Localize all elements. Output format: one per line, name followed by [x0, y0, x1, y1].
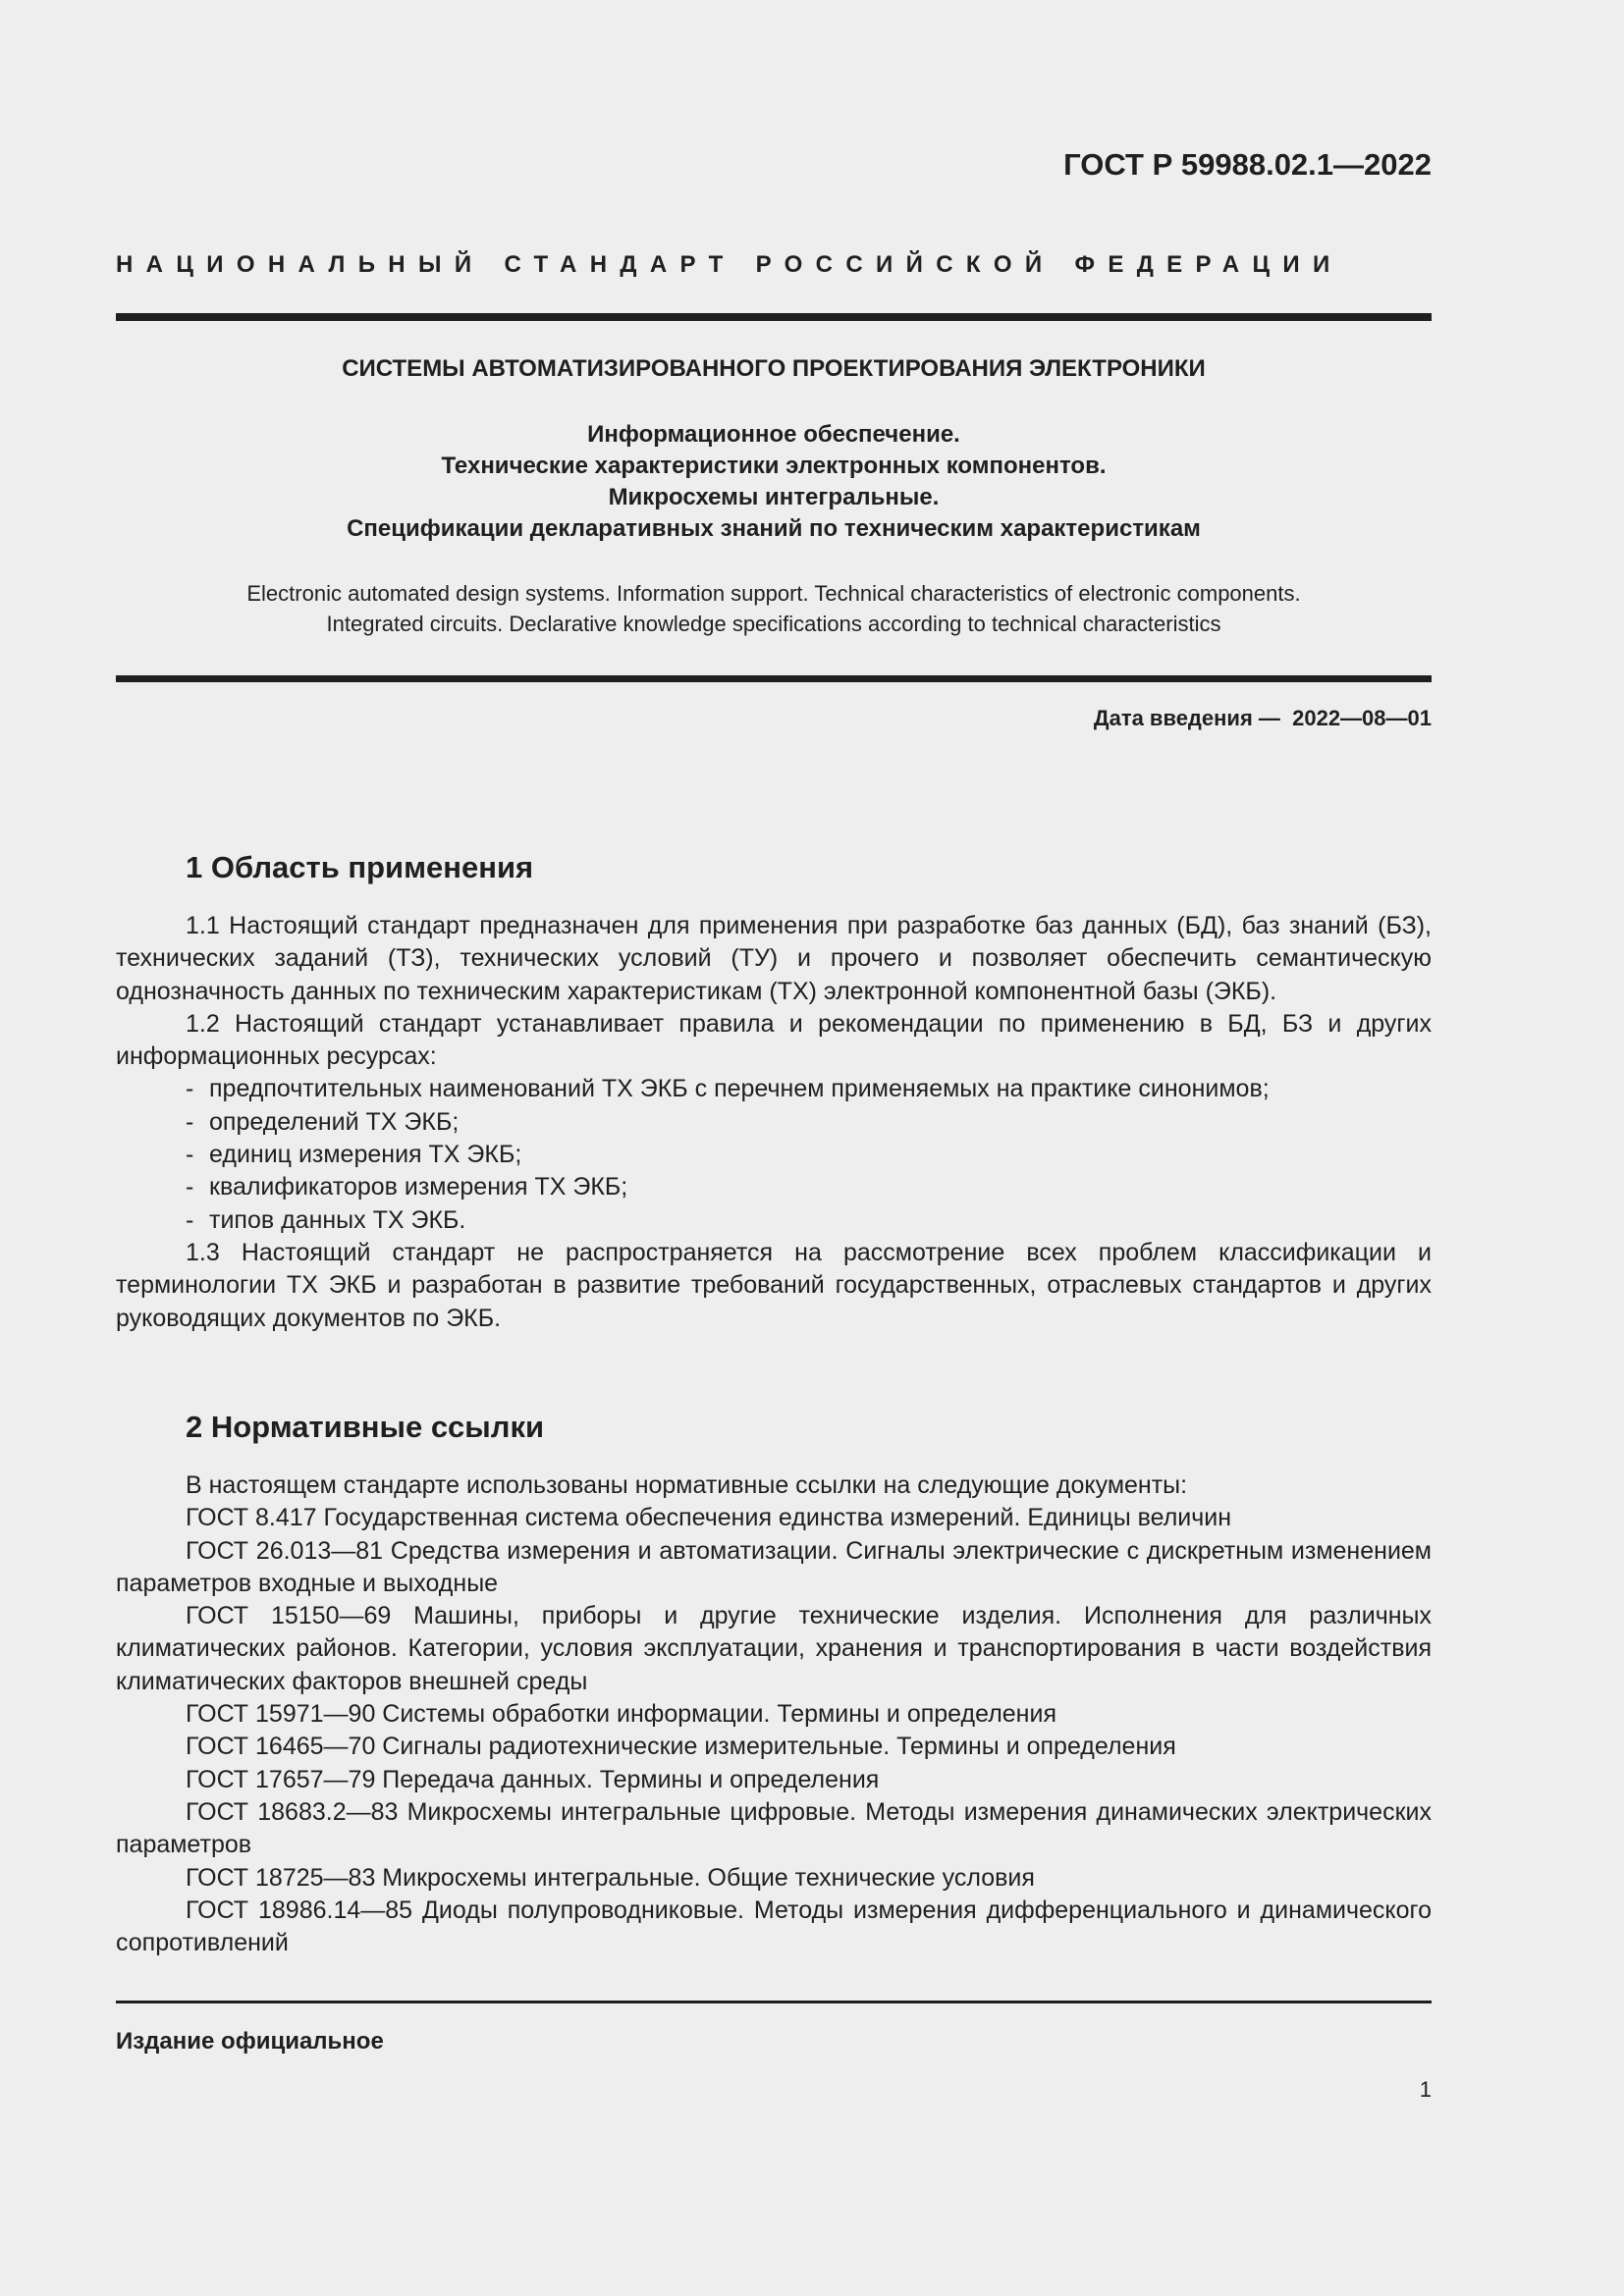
subtitle-line: Микросхемы интегральные.	[608, 484, 940, 510]
reference-item: ГОСТ 16465—70 Сигналы радиотехнические измерительные. Термины и определения	[186, 1733, 1176, 1761]
list-item	[116, 1171, 1432, 1203]
reference-item: ГОСТ 8.417 Государственная система обеспечения единства измерений. Единицы величин	[186, 1504, 1232, 1532]
list-item-text: определений ТХ ЭКБ;	[209, 1107, 460, 1136]
list-marker: -	[186, 1141, 194, 1169]
list-item-text: единиц измерения ТХ ЭКБ;	[209, 1141, 522, 1169]
section-references-body	[116, 1469, 1432, 1959]
section-scope-body	[116, 910, 1432, 1335]
reference-item: ГОСТ 17657—79 Передача данных. Термины и определения	[186, 1765, 880, 1793]
list-item-text: предпочтительных наименований ТХ ЭКБ с перечнем применяемых на практике синонимов;	[209, 1075, 1270, 1103]
list-item	[116, 1073, 1432, 1105]
subtitle-line: Спецификации декларативных знаний по техническим характеристикам	[347, 515, 1201, 542]
document-title: СИСТЕМЫ АВТОМАТИЗИРОВАННОГО ПРОЕКТИРОВАНИЯ ЭЛЕКТРОНИКИ	[342, 355, 1206, 382]
reference-item: ГОСТ 18683.2—83 Микросхемы интегральные цифровые. Методы измерения динамических электрических параметров	[116, 1797, 1432, 1859]
section-heading-scope: 1 Область применения	[186, 850, 534, 884]
list-item-text: квалификаторов измерения ТХ ЭКБ;	[209, 1173, 628, 1201]
list-marker: -	[186, 1173, 194, 1201]
official-edition-label: Издание официальное	[116, 2028, 384, 2055]
top-divider	[116, 313, 1432, 321]
reference-item: ГОСТ 18986.14—85 Диоды полупроводниковые. Методы измерения дифференциального и динамического сопротивлений	[116, 1896, 1432, 1957]
reference-item: ГОСТ 26.013—81 Средства измерения и автоматизации. Сигналы электрические с дискретным изменением параметров входные и выходные	[116, 1536, 1432, 1597]
introduction-date: Дата введения — 2022—08—01	[1093, 706, 1432, 730]
references-intro: В настоящем стандарте использованы нормативные ссылки на следующие документы:	[186, 1471, 1188, 1499]
list-marker: -	[186, 1107, 194, 1136]
paragraph-1-3: 1.3 Настоящий стандарт не распространяется на рассмотрение всех проблем классификации и терминологии ТХ ЭКБ и разработан в развитие требований государственных, отраслевых стандартов и других руководящих документов по ЭКБ.	[116, 1238, 1432, 1332]
list-marker: -	[186, 1205, 194, 1234]
page-number: 1	[1419, 2077, 1432, 2102]
english-title-line: Electronic automated design systems. Information support. Technical characteristics of electronic components.	[246, 581, 1301, 606]
footer-divider	[116, 2001, 1432, 2003]
standard-number: ГОСТ Р 59988.02.1—2022	[1063, 147, 1432, 182]
paragraph-1-1: 1.1 Настоящий стандарт предназначен для применения при разработке баз данных (БД), баз знаний (БЗ), технических заданий (ТЗ), технических условий (ТУ) и прочего и позволяет обеспечить семантическую однозначность данных по техническим характеристикам (ТХ) электронной компонентной базы (ЭКБ).	[116, 912, 1432, 1005]
reference-item: ГОСТ 15150—69 Машины, приборы и другие технические изделия. Исполнения для различных климатических районов. Категории, условия эксплуатации, хранения и транспортирования в части воздействия климатических факторов внешней среды	[116, 1602, 1432, 1695]
title-bottom-divider	[116, 675, 1432, 682]
list-marker: -	[186, 1075, 194, 1103]
list-item	[116, 1204, 1432, 1237]
paragraph-1-2: 1.2 Настоящий стандарт устанавливает правила и рекомендации по применению в БД, БЗ и других информационных ресурсах:	[116, 1009, 1432, 1071]
list-item-text: типов данных ТХ ЭКБ.	[209, 1205, 466, 1234]
document-subtitle	[116, 419, 1432, 545]
english-title-line: Integrated circuits. Declarative knowledge specifications according to technical characteristics	[326, 612, 1221, 636]
subtitle-line: Технические характеристики электронных компонентов.	[441, 453, 1107, 479]
english-title	[116, 578, 1432, 639]
list-item	[116, 1139, 1432, 1171]
section-heading-normative-references: 2 Нормативные ссылки	[186, 1410, 545, 1444]
list-item	[116, 1106, 1432, 1139]
reference-item: ГОСТ 18725—83 Микросхемы интегральные. Общие технические условия	[186, 1863, 1035, 1892]
national-standard-banner: НАЦИОНАЛЬНЫЙ СТАНДАРТ РОССИЙСКОЙ ФЕДЕРАЦИИ	[116, 251, 1343, 278]
subtitle-line: Информационное обеспечение.	[587, 421, 960, 448]
reference-item: ГОСТ 15971—90 Системы обработки информации. Термины и определения	[186, 1700, 1056, 1729]
